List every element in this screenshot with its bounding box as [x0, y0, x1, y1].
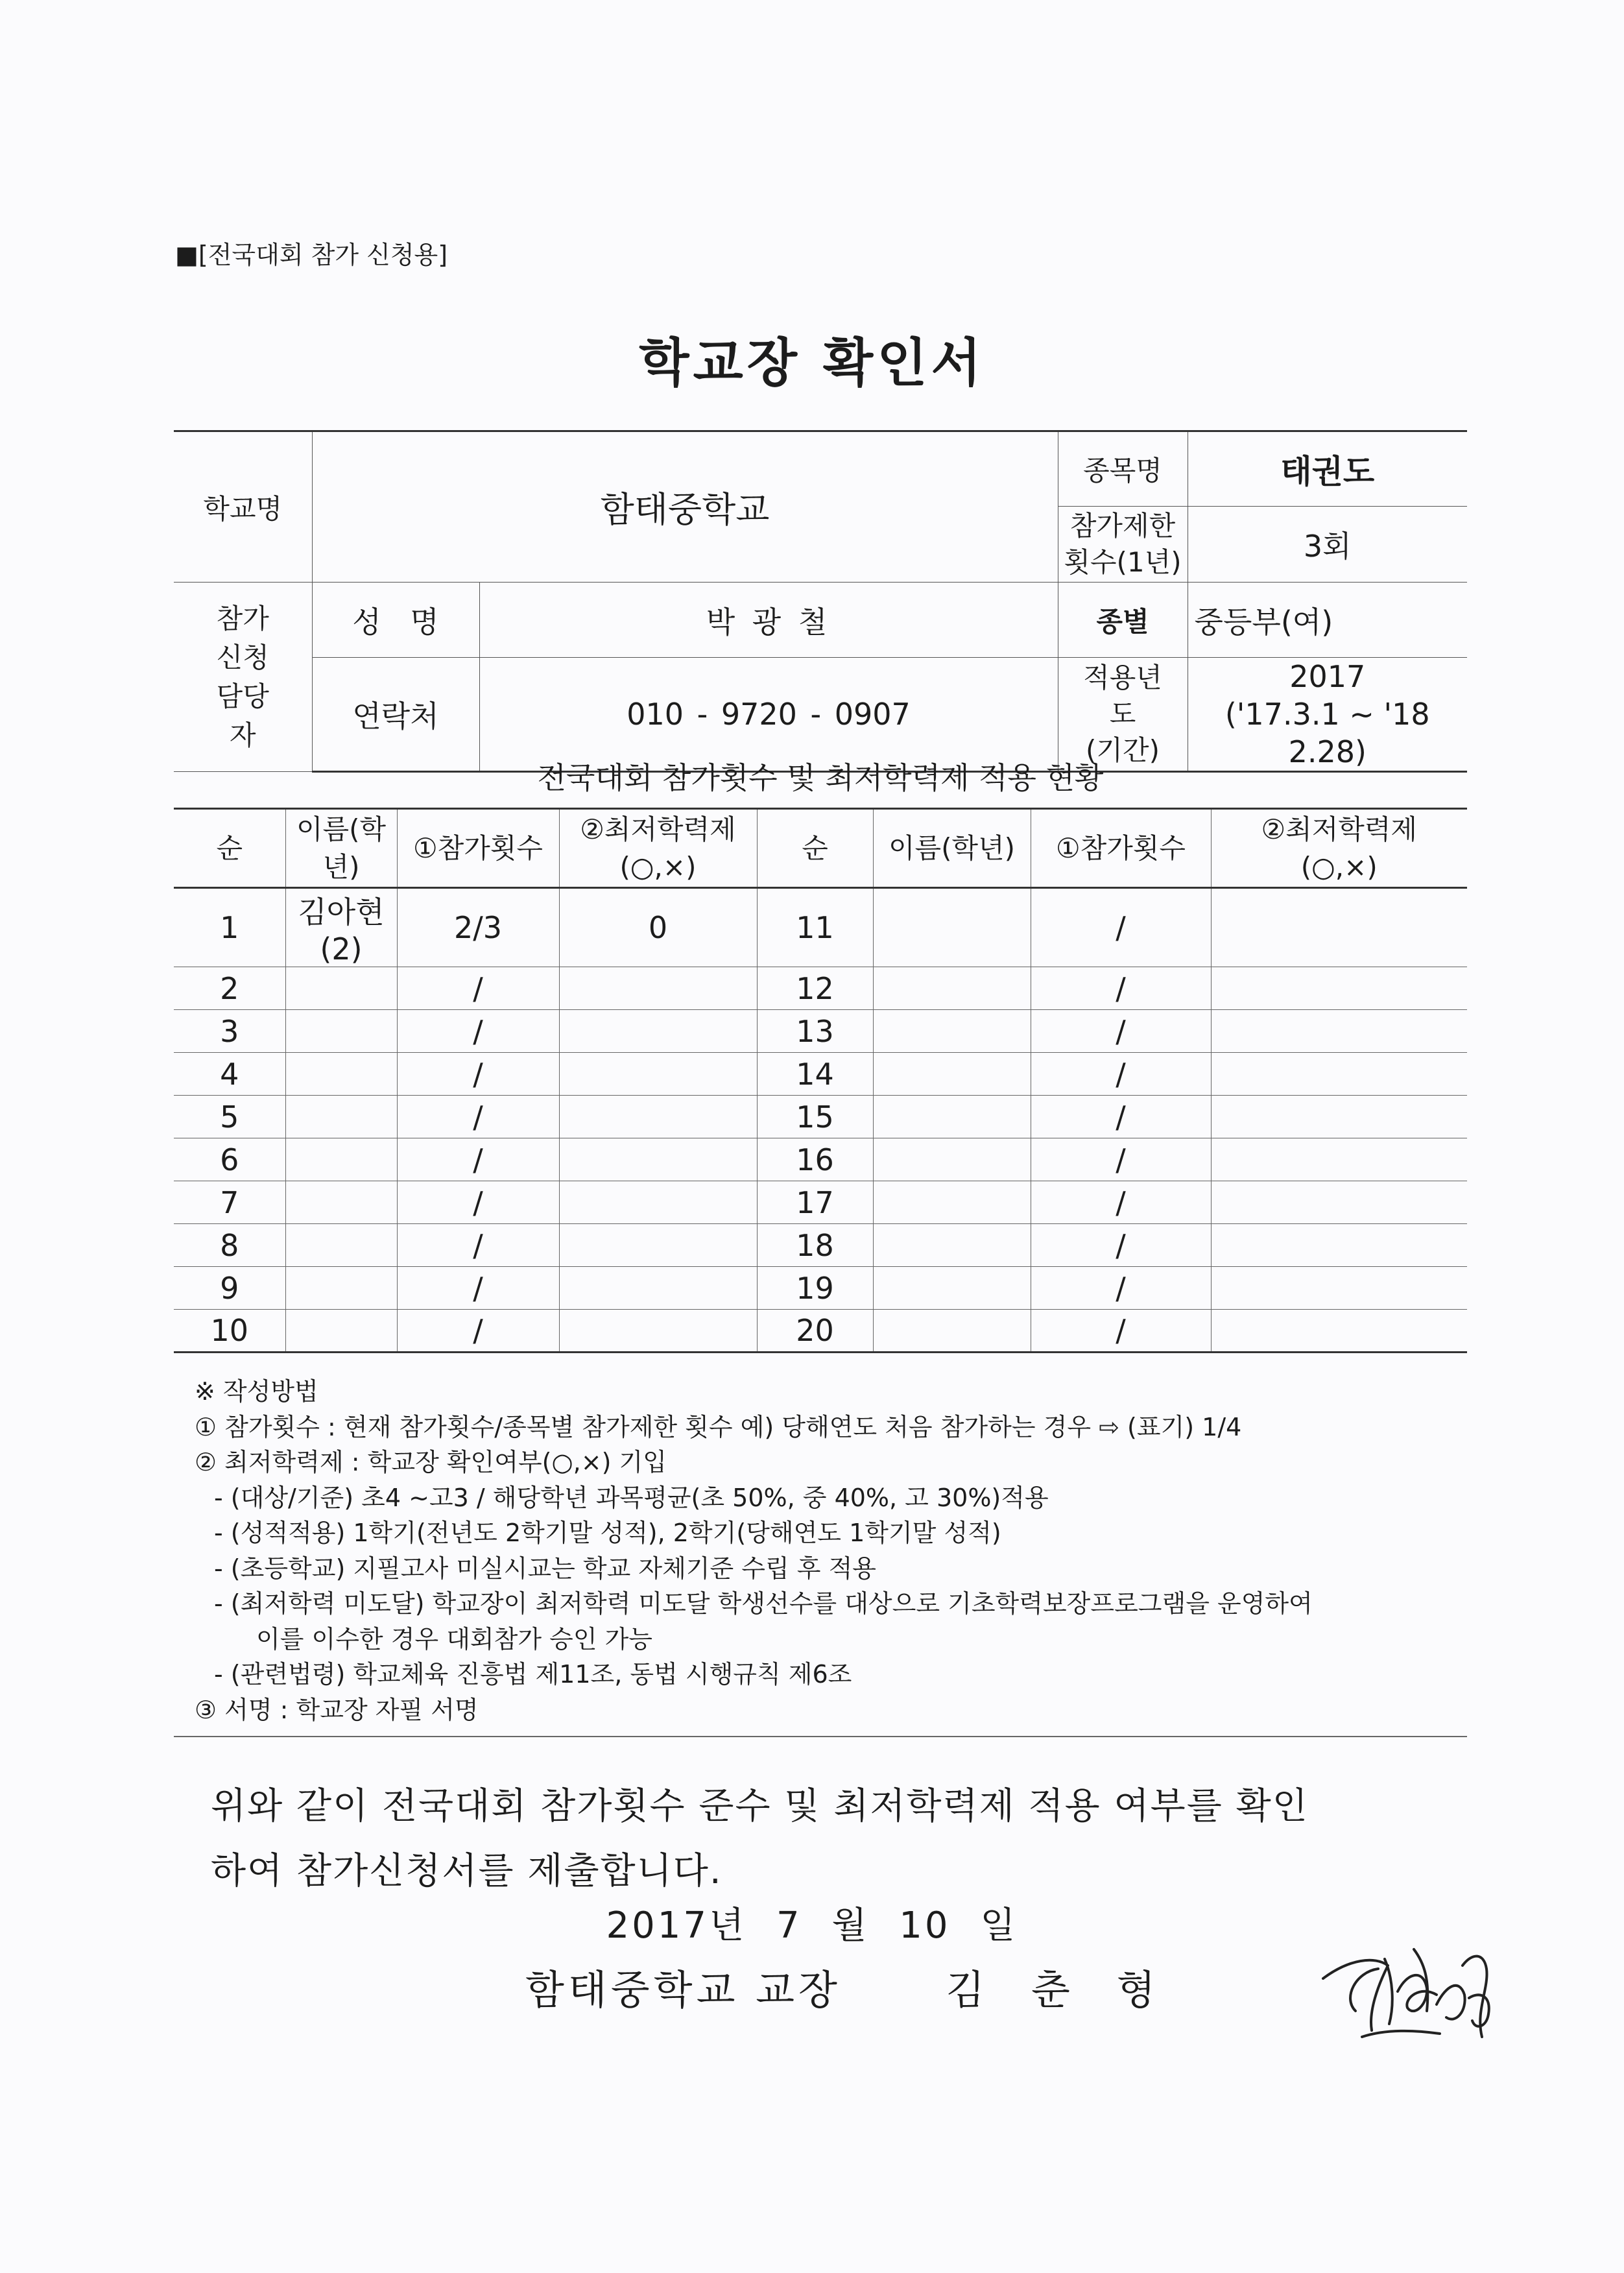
instruction-subitem: 이를 이수한 경우 대회참가 승인 가능: [256, 1624, 653, 1654]
table-cell: /: [397, 1224, 559, 1267]
statement-line: 위와 같이 전국대회 참가횟수 준수 및 최저학력제 적용 여부를 확인: [211, 1785, 1309, 1827]
table-cell: [285, 1138, 397, 1181]
table-cell: 0: [559, 888, 757, 967]
table-cell: [285, 1010, 397, 1053]
statement-line: 하여 참가신청서를 제출합니다.: [211, 1850, 722, 1892]
table-cell: [285, 1310, 397, 1353]
table-cell: /: [397, 1010, 559, 1053]
table-cell: [873, 1096, 1031, 1138]
table-cell: 13: [757, 1010, 873, 1053]
table-cell: [559, 1096, 757, 1138]
table-cell: [559, 1138, 757, 1181]
table-header-row: [174, 809, 1467, 888]
sport-value: 태권도: [1188, 431, 1467, 507]
instruction-subitem: - (최저학력 미도달) 학교장이 최저학력 미도달 학생선수를 대상으로 기초학력보장프로그램을 운영하여: [214, 1589, 1313, 1618]
school-value: 함태중학교: [312, 431, 1058, 583]
table-cell: /: [1031, 1010, 1211, 1053]
table-cell: [873, 1224, 1031, 1267]
table-cell: /: [397, 967, 559, 1010]
table-cell: 2/3: [397, 888, 559, 967]
column-header: 순: [757, 809, 873, 888]
instruction-item: ③ 서명 : 학교장 자필 서명: [195, 1695, 479, 1724]
table-cell: 8: [174, 1224, 285, 1267]
table-cell: [873, 967, 1031, 1010]
table-cell: 5: [174, 1096, 285, 1138]
table-cell: [873, 1053, 1031, 1096]
limit-value: 3회: [1188, 507, 1467, 583]
table-cell: [559, 1310, 757, 1353]
name-value: 박 광 철: [479, 583, 1058, 658]
table-cell: /: [397, 1096, 559, 1138]
signature: [1317, 1933, 1505, 2056]
table-cell: [559, 967, 757, 1010]
table-cell: /: [1031, 1267, 1211, 1310]
info-table: [174, 430, 1467, 773]
year-label: 적용년도 (기간): [1058, 658, 1188, 772]
contact-label: 연락처: [312, 658, 479, 772]
table-cell: [285, 1224, 397, 1267]
table-cell: 11: [757, 888, 873, 967]
table-cell: 2: [174, 967, 285, 1010]
table-cell: 18: [757, 1224, 873, 1267]
table-cell: [873, 1181, 1031, 1224]
document-tag: ■[전국대회 참가 신청용]: [175, 241, 448, 269]
table-cell: [559, 1267, 757, 1310]
status-table: [174, 808, 1467, 1353]
table-row: [174, 1053, 1467, 1096]
instruction-item: ② 최저학력제 : 학교장 확인여부(○,×) 기입: [195, 1448, 667, 1476]
instructions: [195, 1374, 1479, 1727]
table-row: [174, 1267, 1467, 1310]
category-value: 중등부(여): [1188, 583, 1467, 658]
sport-label: 종목명: [1058, 431, 1188, 507]
manager-label: 참가 신청 담당자: [174, 583, 312, 772]
column-header: ①참가횟수: [397, 809, 559, 888]
status-table-body: [174, 888, 1467, 1353]
table-row: [174, 1310, 1467, 1353]
signer-name: 김 춘 형: [946, 1966, 1173, 2014]
table-cell: [873, 888, 1031, 967]
instruction-subitem: - (대상/기준) 초4 ~고3 / 해당학년 과목평균(초 50%, 중 40%, 고 30%)적용: [214, 1483, 1049, 1512]
table-cell: [285, 1096, 397, 1138]
column-header: ②최저학력제 (○,×): [1211, 809, 1467, 888]
confirmation-statement: [211, 1774, 1443, 1904]
instruction-subitem: - (성적적용) 1학기(전년도 2학기말 성적), 2학기(당해연도 1학기말 성적): [214, 1519, 1001, 1547]
table-cell: /: [1031, 1096, 1211, 1138]
table-cell: 김아현(2): [285, 888, 397, 967]
table-cell: /: [397, 1138, 559, 1181]
column-header: ①참가횟수: [1031, 809, 1211, 888]
table-cell: [1211, 888, 1467, 967]
contact-value: 010 - 9720 - 0907: [479, 658, 1058, 772]
document-title: 학교장 확인서: [639, 333, 985, 393]
table-cell: [1211, 1181, 1467, 1224]
category-label: 종별: [1058, 583, 1188, 658]
table-cell: [873, 1010, 1031, 1053]
column-header: 이름(학년): [285, 809, 397, 888]
table-cell: 14: [757, 1053, 873, 1096]
table-cell: /: [1031, 1138, 1211, 1181]
column-header: 순: [174, 809, 285, 888]
table-cell: [285, 1053, 397, 1096]
table-cell: [1211, 967, 1467, 1010]
table-cell: /: [397, 1267, 559, 1310]
table-cell: [285, 967, 397, 1010]
year-value: 2017: [1289, 659, 1366, 694]
table-cell: 17: [757, 1181, 873, 1224]
table-cell: [559, 1224, 757, 1267]
table-row: [174, 1096, 1467, 1138]
table-cell: /: [1031, 1053, 1211, 1096]
table-cell: /: [1031, 1181, 1211, 1224]
table-cell: 20: [757, 1310, 873, 1353]
table-cell: [285, 1267, 397, 1310]
table-cell: /: [1031, 1310, 1211, 1353]
table-cell: /: [397, 1310, 559, 1353]
table-row: [174, 967, 1467, 1010]
table-cell: [1211, 1138, 1467, 1181]
table-cell: /: [397, 1053, 559, 1096]
table-cell: [1211, 1224, 1467, 1267]
table-row: [174, 1181, 1467, 1224]
table-cell: 19: [757, 1267, 873, 1310]
table-cell: [873, 1138, 1031, 1181]
table-cell: [1211, 1010, 1467, 1053]
table-cell: 6: [174, 1138, 285, 1181]
divider: [174, 1736, 1467, 1737]
table-cell: 4: [174, 1053, 285, 1096]
table-cell: [1211, 1053, 1467, 1096]
table-cell: 7: [174, 1181, 285, 1224]
instruction-subitem: - (관련법령) 학교체육 진흥법 제11조, 동법 시행규칙 제6조: [214, 1660, 852, 1689]
table-row: [174, 888, 1467, 967]
school-label: 학교명: [174, 431, 312, 583]
table-cell: 16: [757, 1138, 873, 1181]
table-cell: 10: [174, 1310, 285, 1353]
table-cell: /: [1031, 1224, 1211, 1267]
table-cell: [873, 1267, 1031, 1310]
signer-school: 함태중학교 교장: [525, 1966, 841, 2014]
table-cell: 15: [757, 1096, 873, 1138]
table-cell: [285, 1181, 397, 1224]
table-cell: [1211, 1267, 1467, 1310]
table-cell: /: [1031, 888, 1211, 967]
table-cell: 9: [174, 1267, 285, 1310]
table-cell: [873, 1310, 1031, 1353]
table-cell: /: [397, 1181, 559, 1224]
table-cell: 1: [174, 888, 285, 967]
instruction-subitem: - (초등학교) 지필고사 미실시교는 학교 자체기준 수립 후 적용: [214, 1554, 876, 1583]
table-cell: [1211, 1096, 1467, 1138]
signer: [525, 1958, 1172, 2015]
column-header: 이름(학년): [873, 809, 1031, 888]
limit-label: 참가제한 횟수(1년): [1058, 507, 1188, 583]
table-cell: /: [1031, 967, 1211, 1010]
column-header: ②최저학력제 (○,×): [559, 809, 757, 888]
period-value: ('17.3.1 ~ '18 2.28): [1224, 697, 1430, 769]
table-cell: 12: [757, 967, 873, 1010]
document-date: 2017년 7 월 10 일: [606, 1905, 1018, 1947]
table-cell: 3: [174, 1010, 285, 1053]
name-label: 성 명: [312, 583, 479, 658]
table-cell: [559, 1010, 757, 1053]
instruction-item: ① 참가횟수 : 현재 참가횟수/종목별 참가제한 횟수 예) 당해연도 처음 참가하는 경우 ⇨ (표기) 1/4: [195, 1412, 1242, 1441]
table-cell: [559, 1053, 757, 1096]
table-cell: [559, 1181, 757, 1224]
table-row: [174, 1010, 1467, 1053]
table-row: [174, 1138, 1467, 1181]
table-row: [174, 1224, 1467, 1267]
status-title: 전국대회 참가횟수 및 최저학력제 적용 현황: [537, 760, 1104, 795]
table-cell: [1211, 1310, 1467, 1353]
instructions-heading: ※ 작성방법: [195, 1377, 318, 1406]
